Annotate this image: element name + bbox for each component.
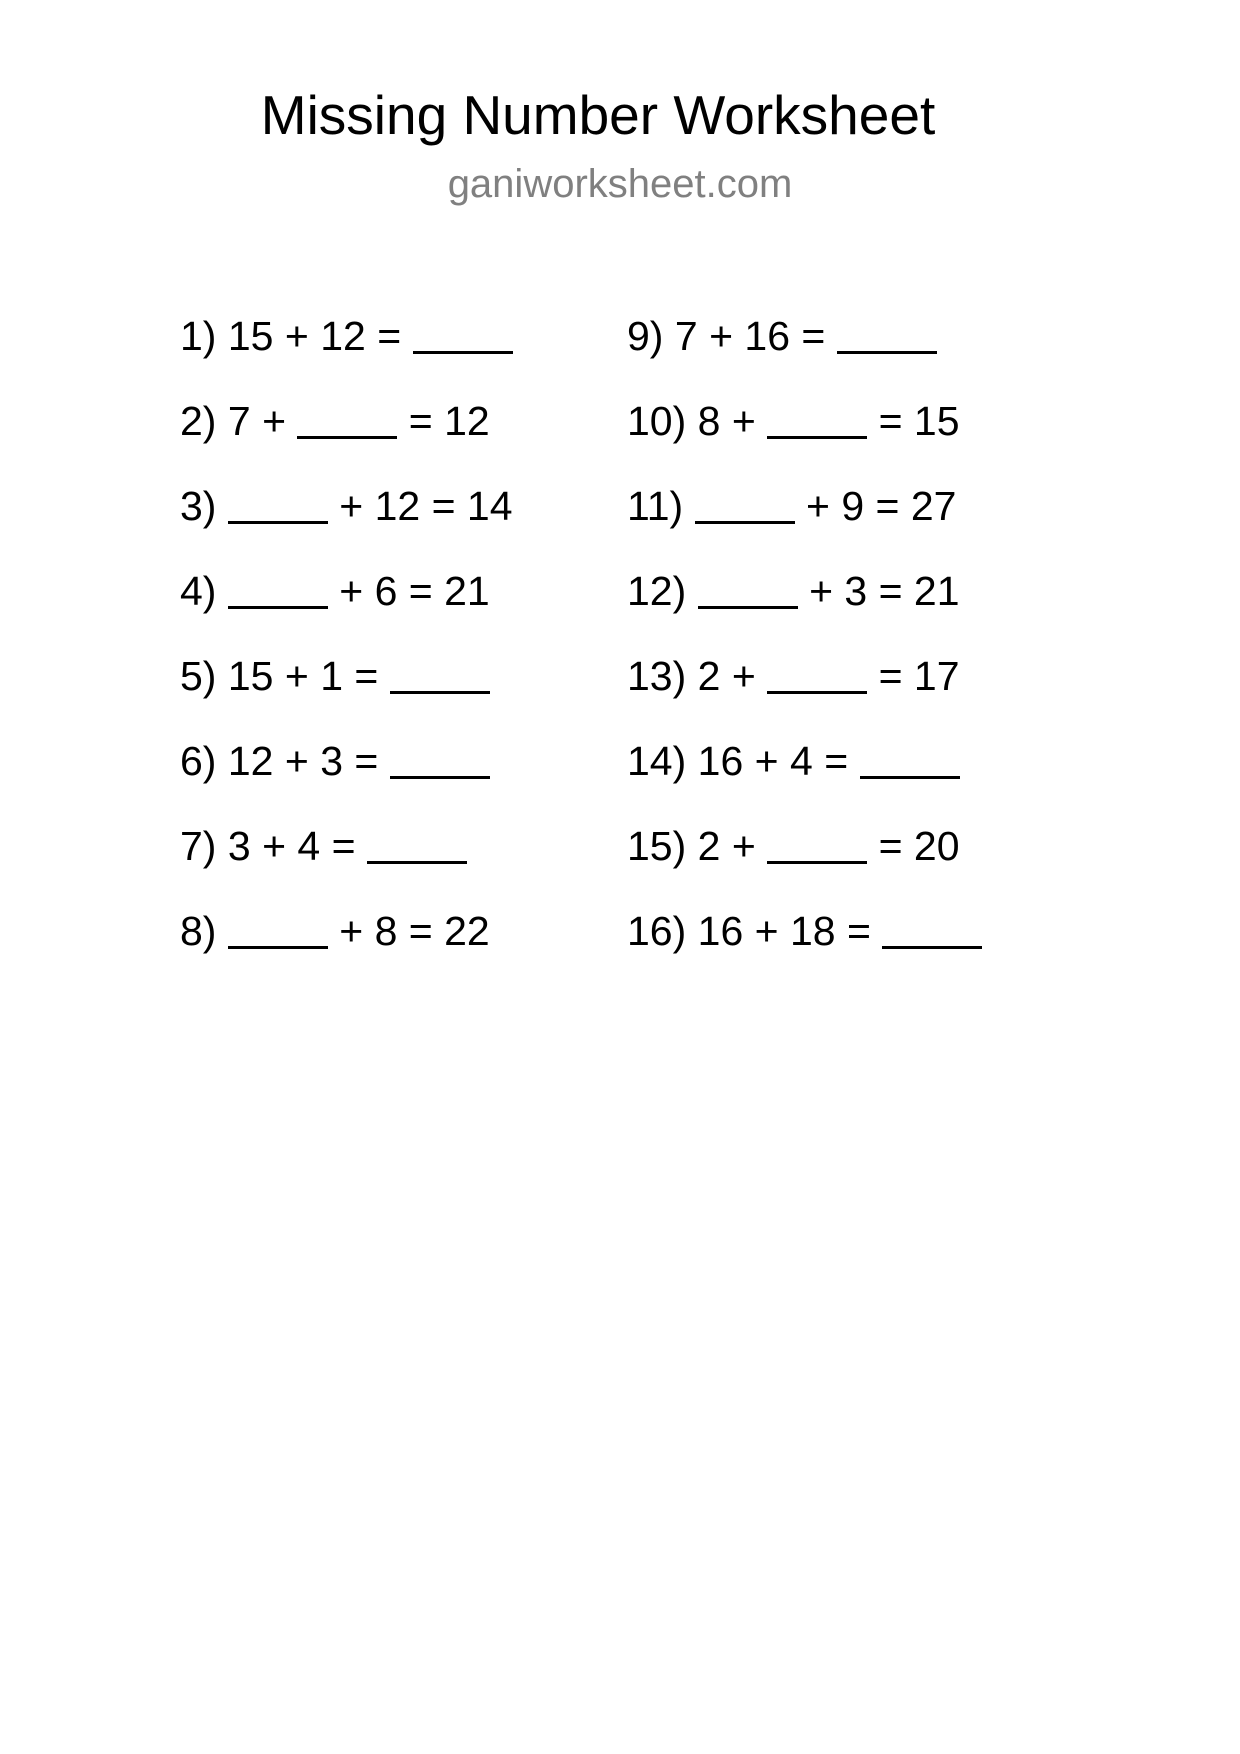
problem-5 <box>180 652 513 737</box>
problem-1 <box>180 312 513 397</box>
problem-9 <box>627 312 982 397</box>
problem-2 <box>180 397 513 482</box>
problem-13 <box>627 652 982 737</box>
answer-blank[interactable] <box>698 568 798 609</box>
problem-number: 1) <box>180 313 217 359</box>
answer-blank[interactable] <box>860 738 960 779</box>
problem-8 <box>180 907 513 992</box>
problem-number: 15) <box>627 823 687 869</box>
answer-blank[interactable] <box>767 653 867 694</box>
problem-number: 4) <box>180 568 217 614</box>
problem-number: 3) <box>180 483 217 529</box>
problem-number: 5) <box>180 653 217 699</box>
problem-expression-after: + 6 = 21 <box>327 568 490 614</box>
problem-number: 13) <box>627 653 687 699</box>
problem-expression-after: + 8 = 22 <box>327 908 490 954</box>
problem-number: 9) <box>627 313 664 359</box>
problem-number: 11) <box>627 483 684 529</box>
problem-number: 6) <box>180 738 217 784</box>
problem-expression-before: 12 + 3 = <box>227 738 390 784</box>
problem-expression-before: 16 + 4 = <box>697 738 860 784</box>
problems-right-column <box>627 312 982 992</box>
problem-expression-before: 3 + 4 = <box>227 823 367 869</box>
problem-expression-before: 8 + <box>697 398 768 444</box>
problem-number: 2) <box>180 398 217 444</box>
problems-left-column <box>180 312 513 992</box>
worksheet-title: Missing Number Worksheet <box>260 84 936 146</box>
problem-number: 7) <box>180 823 217 869</box>
problem-expression-after: = 17 <box>867 653 960 699</box>
answer-blank[interactable] <box>837 313 937 354</box>
answer-blank[interactable] <box>413 313 513 354</box>
problem-expression-after: = 15 <box>867 398 960 444</box>
problem-number: 8) <box>180 908 217 954</box>
answer-blank[interactable] <box>390 653 490 694</box>
problem-number: 14) <box>627 738 687 784</box>
problem-expression-before: 15 + 1 = <box>227 653 390 699</box>
problem-number: 16) <box>627 908 687 954</box>
worksheet-source-url: ganiworksheet.com <box>447 162 793 206</box>
problem-16 <box>627 907 982 992</box>
problem-10 <box>627 397 982 482</box>
answer-blank[interactable] <box>228 483 328 524</box>
problem-expression-after: + 9 = 27 <box>794 483 957 529</box>
problem-expression-after: + 12 = 14 <box>327 483 513 529</box>
problem-number: 12) <box>627 568 687 614</box>
problem-expression-before: 15 + 12 = <box>227 313 413 359</box>
answer-blank[interactable] <box>228 908 328 949</box>
problem-12 <box>627 567 982 652</box>
problem-expression-before: 2 + <box>697 653 768 699</box>
answer-blank[interactable] <box>367 823 467 864</box>
answer-blank[interactable] <box>695 483 795 524</box>
problem-3 <box>180 482 513 567</box>
problem-expression-before: 7 + <box>227 398 298 444</box>
problem-expression-after: = 12 <box>397 398 490 444</box>
problem-7 <box>180 822 513 907</box>
problem-15 <box>627 822 982 907</box>
problem-number: 10) <box>627 398 687 444</box>
problem-expression-after: + 3 = 21 <box>797 568 960 614</box>
answer-blank[interactable] <box>390 738 490 779</box>
answer-blank[interactable] <box>882 908 982 949</box>
answer-blank[interactable] <box>767 823 867 864</box>
problem-expression-before: 16 + 18 = <box>697 908 883 954</box>
answer-blank[interactable] <box>228 568 328 609</box>
problem-14 <box>627 737 982 822</box>
answer-blank[interactable] <box>297 398 397 439</box>
problem-expression-before: 7 + 16 = <box>674 313 837 359</box>
problem-expression-before: 2 + <box>697 823 768 869</box>
problem-expression-after: = 20 <box>867 823 960 869</box>
problem-11 <box>627 482 982 567</box>
problem-6 <box>180 737 513 822</box>
answer-blank[interactable] <box>767 398 867 439</box>
problem-4 <box>180 567 513 652</box>
